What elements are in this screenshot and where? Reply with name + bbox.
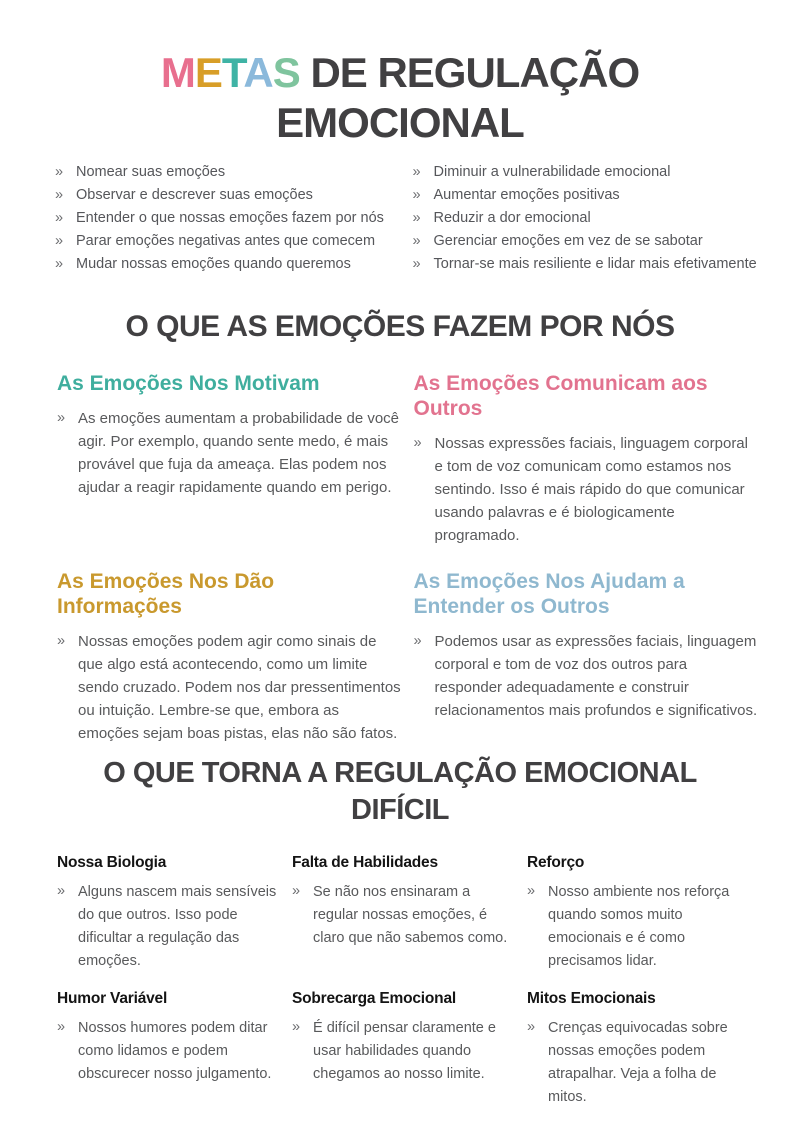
block-title: Falta de Habilidades xyxy=(292,854,438,871)
section-heading-functions: O QUE AS EMOÇÕES FAZEM POR NÓS xyxy=(125,310,675,343)
block-text: Nossas emoções podem agir como sinais de que algo está acontecendo, como um limite sendo cruzado. Podem nos dar pressentimentos ou intuição. Lembre-se que, embora as emoções sejam boas pistas, elas não são fatos. xyxy=(78,633,401,742)
block-text: As emoções aumentam a probabilidade de você agir. Por exemplo, quando sente medo, é mais provável que fuja da ameaça. Elas podem nos ajudar a reagir rapidamente quando em perigo. xyxy=(78,410,400,496)
goal-item xyxy=(413,187,771,204)
goal-text: Reduzir a dor emocional xyxy=(433,210,591,226)
bullet-icon: » xyxy=(292,1019,301,1035)
emotion-functions-grid xyxy=(57,371,758,745)
bullet-icon: » xyxy=(55,233,64,249)
title-rest: DE REGULAÇÃO EMOCIONAL xyxy=(276,49,640,146)
block-title: Humor Variável xyxy=(57,990,168,1007)
block-mitos-emocionais xyxy=(527,989,748,1109)
goal-text: Mudar nossas emoções quando queremos xyxy=(76,256,351,272)
goal-item xyxy=(413,256,771,273)
bullet-icon: » xyxy=(55,210,64,226)
bullet-icon: » xyxy=(412,210,421,226)
page-title xyxy=(100,48,700,148)
block-title: Nossa Biologia xyxy=(57,854,167,871)
bullet-icon: » xyxy=(412,256,421,272)
difficulty-grid xyxy=(57,853,748,1109)
block-entender-outros xyxy=(414,569,759,745)
goals-column-left xyxy=(55,164,413,279)
bullet-icon: » xyxy=(413,435,422,451)
block-body xyxy=(57,630,402,745)
goal-text: Entender o que nossas emoções fazem por nós xyxy=(76,210,384,226)
block-body xyxy=(414,630,759,722)
bullet-icon: » xyxy=(412,187,421,203)
goal-text: Observar e descrever suas emoções xyxy=(76,187,313,203)
bullet-icon: » xyxy=(527,1019,536,1035)
bullet-icon: » xyxy=(412,164,421,180)
block-nossa-biologia xyxy=(57,853,278,973)
block-text: Alguns nascem mais sensíveis do que outros. Isso pode dificultar a regulação das emoções. xyxy=(78,884,277,969)
goals-column-right xyxy=(413,164,771,279)
bullet-icon: » xyxy=(413,633,422,649)
block-text: Nosso ambiente nos reforça quando somos muito emocionais e é como precisamos lidar. xyxy=(548,884,730,969)
goal-text: Aumentar emoções positivas xyxy=(433,187,620,203)
bullet-icon: » xyxy=(57,1019,66,1035)
block-comunicam xyxy=(414,371,759,547)
block-title: As Emoções Nos Ajudam a Entender os Outros xyxy=(413,570,685,618)
goal-item xyxy=(413,164,771,181)
bullet-icon: » xyxy=(55,256,64,272)
block-sobrecarga-emocional xyxy=(292,989,513,1109)
goal-item xyxy=(55,164,413,181)
block-body xyxy=(292,881,513,950)
title-letter-a: A xyxy=(243,49,273,96)
bullet-icon: » xyxy=(55,164,64,180)
goal-item xyxy=(55,187,413,204)
block-title: Sobrecarga Emocional xyxy=(292,990,456,1007)
section-heading-difficult: O QUE TORNA A REGULAÇÃO EMOCIONAL DIFÍCIL xyxy=(103,757,697,826)
bullet-icon: » xyxy=(57,883,66,899)
goal-text: Gerenciar emoções em vez de se sabotar xyxy=(433,233,703,249)
title-letter-t: T xyxy=(221,49,244,96)
block-text: Podemos usar as expressões faciais, linguagem corporal e tom de voz dos outros para responder adequadamente e construir relacionamentos mais profundos e significativos. xyxy=(434,633,758,719)
title-letter-e: E xyxy=(194,49,222,96)
title-letter-s: S xyxy=(272,49,300,96)
title-letter-m: M xyxy=(160,49,195,96)
goal-text: Diminuir a vulnerabilidade emocional xyxy=(433,164,671,180)
block-reforco xyxy=(527,853,748,973)
block-title: Reforço xyxy=(527,854,585,871)
goal-item xyxy=(55,210,413,227)
block-text: Nossas expressões faciais, linguagem corporal e tom de voz comunicam como estamos nos sentindo. Isso é mais rápido do que comunicar usando palavras e é biologicamente programado. xyxy=(434,435,748,544)
block-body xyxy=(527,881,748,973)
block-body xyxy=(57,1017,278,1086)
block-text: Se não nos ensinaram a regular nossas emoções, é claro que não sabemos como. xyxy=(313,884,508,946)
block-body xyxy=(527,1017,748,1109)
goals-list xyxy=(55,164,770,279)
goal-item xyxy=(55,233,413,250)
goal-text: Parar emoções negativas antes que comecem xyxy=(76,233,376,249)
block-title: As Emoções Comunicam aos Outros xyxy=(413,372,708,420)
block-title: As Emoções Nos Dão Informações xyxy=(57,570,275,618)
block-title: As Emoções Nos Motivam xyxy=(57,372,320,395)
bullet-icon: » xyxy=(57,410,66,426)
block-body xyxy=(414,432,759,547)
block-title: Mitos Emocionais xyxy=(527,990,656,1007)
block-humor-variavel xyxy=(57,989,278,1109)
goal-item xyxy=(413,210,771,227)
block-body xyxy=(57,407,402,499)
goal-item xyxy=(413,233,771,250)
block-body xyxy=(292,1017,513,1086)
bullet-icon: » xyxy=(292,883,301,899)
block-falta-habilidades xyxy=(292,853,513,973)
goal-text: Nomear suas emoções xyxy=(76,164,226,180)
block-body xyxy=(57,881,278,973)
block-motivam xyxy=(57,371,402,547)
bullet-icon: » xyxy=(527,883,536,899)
bullet-icon: » xyxy=(55,187,64,203)
bullet-icon: » xyxy=(412,233,421,249)
block-informacoes xyxy=(57,569,402,745)
goal-item xyxy=(55,256,413,273)
block-text: Crenças equivocadas sobre nossas emoções podem atrapalhar. Veja a folha de mitos. xyxy=(548,1020,728,1105)
goal-text: Tornar-se mais resiliente e lidar mais efetivamente xyxy=(433,256,757,272)
bullet-icon: » xyxy=(57,633,66,649)
block-text: Nossos humores podem ditar como lidamos e podem obscurecer nosso julgamento. xyxy=(78,1020,272,1082)
block-text: É difícil pensar claramente e usar habilidades quando chegamos ao nosso limite. xyxy=(313,1020,496,1082)
